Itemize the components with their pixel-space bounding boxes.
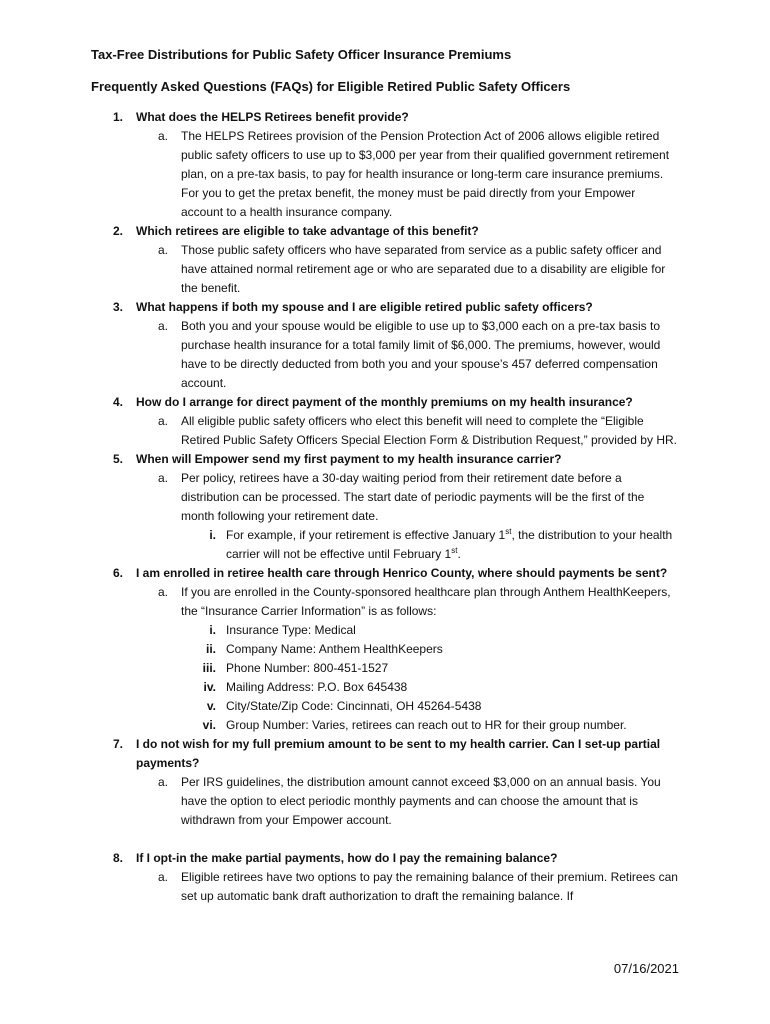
faq-answer: a. Those public safety officers who have separated from service as a public safety officer and have attained normal retirement age or who are separated due to a disability are eligible for the benefit. bbox=[158, 243, 666, 295]
carrier-info-item: iv. Mailing Address: P.O. Box 645438 bbox=[203, 680, 408, 694]
faq-question: 2. Which retirees are eligible to take advantage of this benefit? bbox=[113, 224, 479, 238]
faq-answer: a. The HELPS Retirees provision of the Pension Protection Act of 2006 allows eligible retired public safety officers to use up to $3,000 per year from their qualified government retirement plan, on a pre-tax basis, to pay for health insurance or long-term care insurance premiums. For you to get the pretax benefit, the money must be paid directly from your Empower account to a health insurance company. bbox=[158, 129, 670, 219]
faq-question: 4. How do I arrange for direct payment of the monthly premiums on my health insurance? bbox=[113, 395, 633, 409]
faq-answer: a. Per policy, retirees have a 30-day waiting period from their retirement date before a distribution can be processed. The start date of periodic payments will be the first of the month following your retirement date. bbox=[158, 471, 645, 523]
faq-question: 6. I am enrolled in retiree health care through Henrico County, where should payments be sent? bbox=[113, 566, 668, 580]
faq-answer: a. Eligible retirees have two options to pay the remaining balance of their premium. Retirees can set up automatic bank draft authorization to draft the remaining balance. If bbox=[158, 870, 678, 903]
faq-question: 3. What happens if both my spouse and I are eligible retired public safety officers? bbox=[113, 300, 593, 314]
document-subtitle: Frequently Asked Questions (FAQs) for Eligible Retired Public Safety Officers bbox=[91, 79, 571, 94]
carrier-info-item: iii. Phone Number: 800-451-1527 bbox=[202, 661, 389, 675]
faq-question: 7. I do not wish for my full premium amount to be sent to my health carrier. Can I set-up partial payments? bbox=[113, 737, 661, 770]
document-date: 07/16/2021 bbox=[613, 961, 679, 976]
faq-answer: a. If you are enrolled in the County-sponsored healthcare plan through Anthem HealthKeepers, the “Insurance Carrier Information” is as follows: bbox=[158, 585, 671, 618]
carrier-info-item: v. City/State/Zip Code: Cincinnati, OH 45264-5438 bbox=[206, 699, 482, 713]
faq-question: 5. When will Empower send my first payment to my health insurance carrier? bbox=[113, 452, 562, 466]
faq-answer: a. Both you and your spouse would be eligible to use up to $3,000 each on a pre-tax basis to purchase health insurance for a total family limit of $6,000. The premiums, however, would have to be directly deducted from both you and your spouse’s 457 deferred compensation account. bbox=[158, 319, 661, 390]
spacer bbox=[0, 830, 770, 849]
carrier-info-item: ii. Company Name: Anthem HealthKeepers bbox=[205, 642, 443, 656]
faq-question: 1. What does the HELPS Retirees benefit provide? bbox=[113, 110, 409, 124]
carrier-info-item: i. Insurance Type: Medical bbox=[209, 623, 356, 637]
faq-sub-item: i. For example, if your retirement is effective January 1st, the distribution to your health carrier will not be effective until February 1st. bbox=[209, 527, 673, 561]
carrier-info-item: vi. Group Number: Varies, retirees can reach out to HR for their group number. bbox=[202, 718, 627, 732]
faq-list bbox=[0, 108, 770, 906]
faq-question: 8. If I opt-in the make partial payments, how do I pay the remaining balance? bbox=[113, 851, 558, 865]
faq-answer: a. All eligible public safety officers who elect this benefit will need to complete the “Eligible Retired Public Safety Officers Special Election Form & Distribution Request,” provided by HR. bbox=[158, 414, 677, 447]
faq-answer: a. Per IRS guidelines, the distribution amount cannot exceed $3,000 on an annual basis. You have the option to elect periodic monthly payments and can choose the amount that is withdrawn from your Empower account. bbox=[158, 775, 661, 827]
document-title: Tax-Free Distributions for Public Safety Officer Insurance Premiums bbox=[91, 47, 512, 62]
